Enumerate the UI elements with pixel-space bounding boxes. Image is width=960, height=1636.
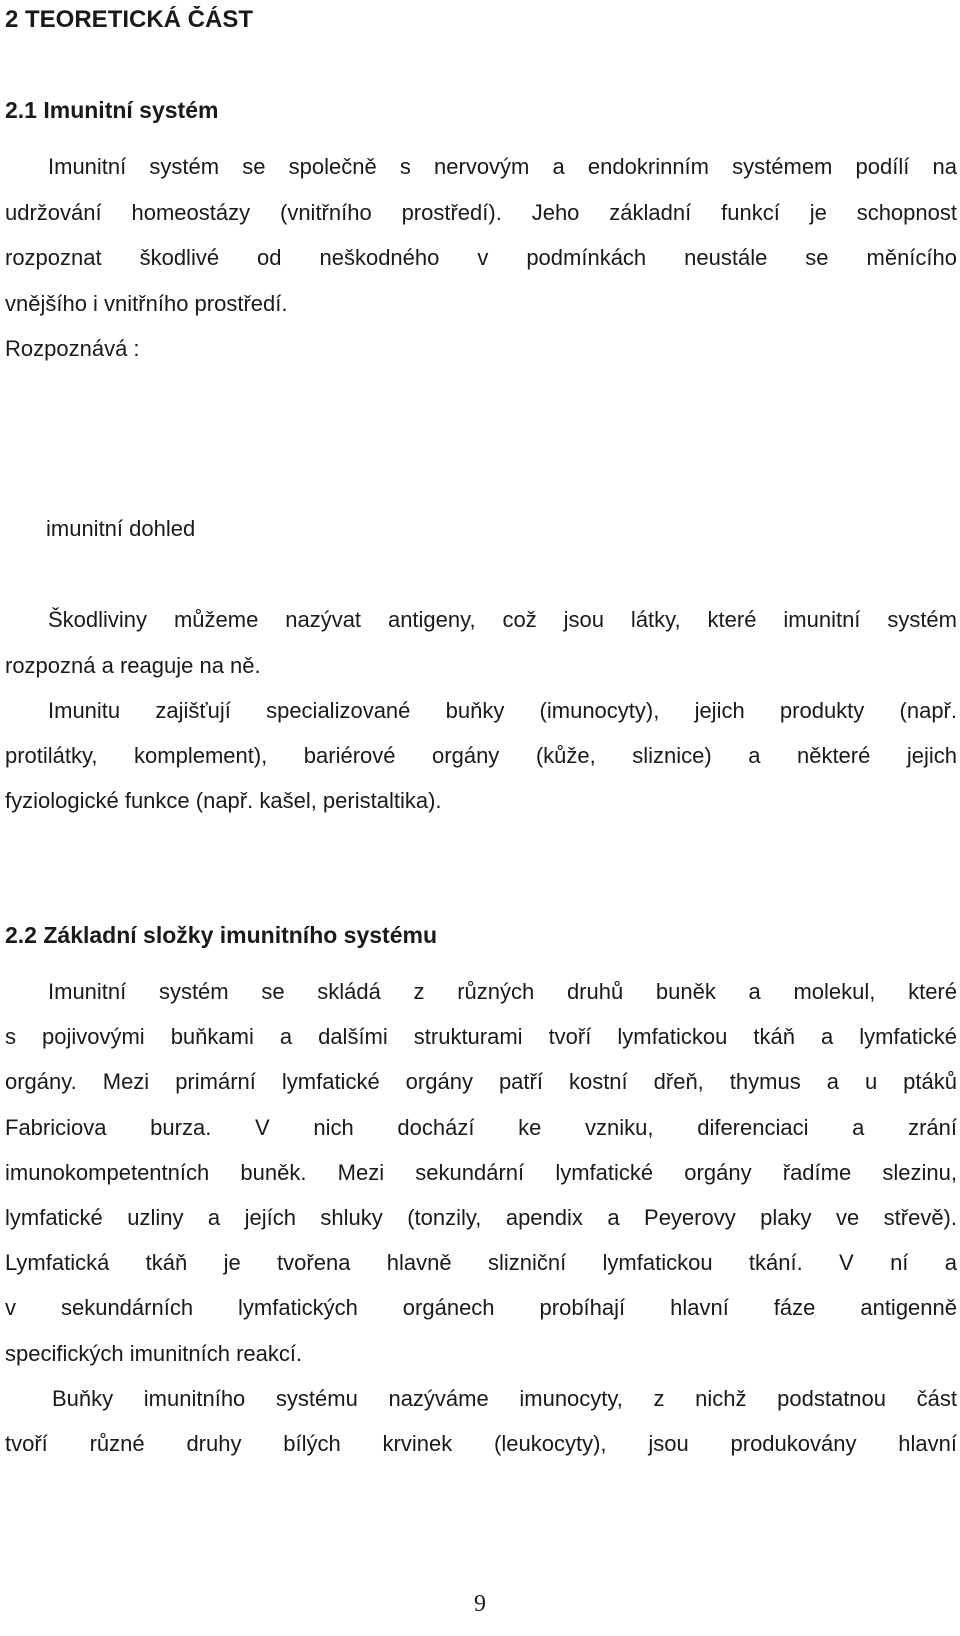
paragraph-line: udržování homeostázy (vnitřního prostředí). Jeho základní funkcí je schopnost (5, 200, 957, 225)
paragraph-line: fyziologické funkce (např. kašel, peristaltika). (5, 788, 442, 813)
paragraph-line: rozpozná a reaguje na ně. (5, 653, 261, 678)
section-heading-components: 2.2 Základní složky imunitního systému (5, 922, 438, 948)
paragraph-line: Imunitní systém se společně s nervovým a endokrinním systémem podílí na (48, 154, 957, 179)
paragraph-line: Buňky imunitního systému nazýváme imunocyty, z nichž podstatnou část (52, 1386, 957, 1411)
paragraph-line: Imunitu zajišťují specializované buňky (imunocyty), jejich produkty (např. (48, 698, 957, 723)
recognizes-label: Rozpoznává : (5, 336, 140, 361)
paragraph-line: Lymfatická tkáň je tvořena hlavně slizniční lymfatickou tkání. V ní a (5, 1250, 957, 1275)
section-heading-immune-system: 2.1 Imunitní systém (5, 97, 219, 123)
chapter-heading: 2 TEORETICKÁ ČÁST (5, 6, 254, 33)
paragraph-line: Škodliviny můžeme nazývat antigeny, což jsou látky, které imunitní systém (48, 607, 957, 632)
paragraph-line: Fabriciova burza. V nich dochází ke vzniku, diferenciaci a zrání (5, 1115, 957, 1140)
paragraph-line: specifických imunitních reakcí. (5, 1341, 303, 1366)
paragraph-line: Imunitní systém se skládá z různých druhů buněk a molekul, které (48, 979, 957, 1004)
paragraph-line: orgány. Mezi primární lymfatické orgány patří kostní dřeň, thymus a u ptáků (5, 1069, 957, 1094)
paragraph-line: tvoří různé druhy bílých krvinek (leukocyty), jsou produkovány hlavní (5, 1431, 957, 1456)
paragraph-line: imunokompetentních buněk. Mezi sekundární lymfatické orgány řadíme slezinu, (5, 1160, 957, 1185)
page-number: 9 (474, 1591, 486, 1617)
paragraph-line: protilátky, komplement), bariérové orgány (kůže, sliznice) a některé jejich (5, 743, 957, 768)
paragraph-line: vnějšího i vnitřního prostředí. (5, 291, 288, 316)
paragraph-line: rozpoznat škodlivé od neškodného v podmínkách neustále se měnícího (5, 245, 957, 270)
paragraph-line: s pojivovými buňkami a dalšími strukturami tvoří lymfatickou tkáň a lymfatické (5, 1024, 957, 1049)
paragraph-line: v sekundárních lymfatických orgánech probíhají hlavní fáze antigenně (5, 1295, 957, 1320)
paragraph-line: lymfatické uzliny a jejích shluky (tonzily, apendix a Peyerovy plaky ve střevě). (5, 1205, 957, 1230)
list-item-continuation: imunitní dohled (46, 516, 196, 541)
